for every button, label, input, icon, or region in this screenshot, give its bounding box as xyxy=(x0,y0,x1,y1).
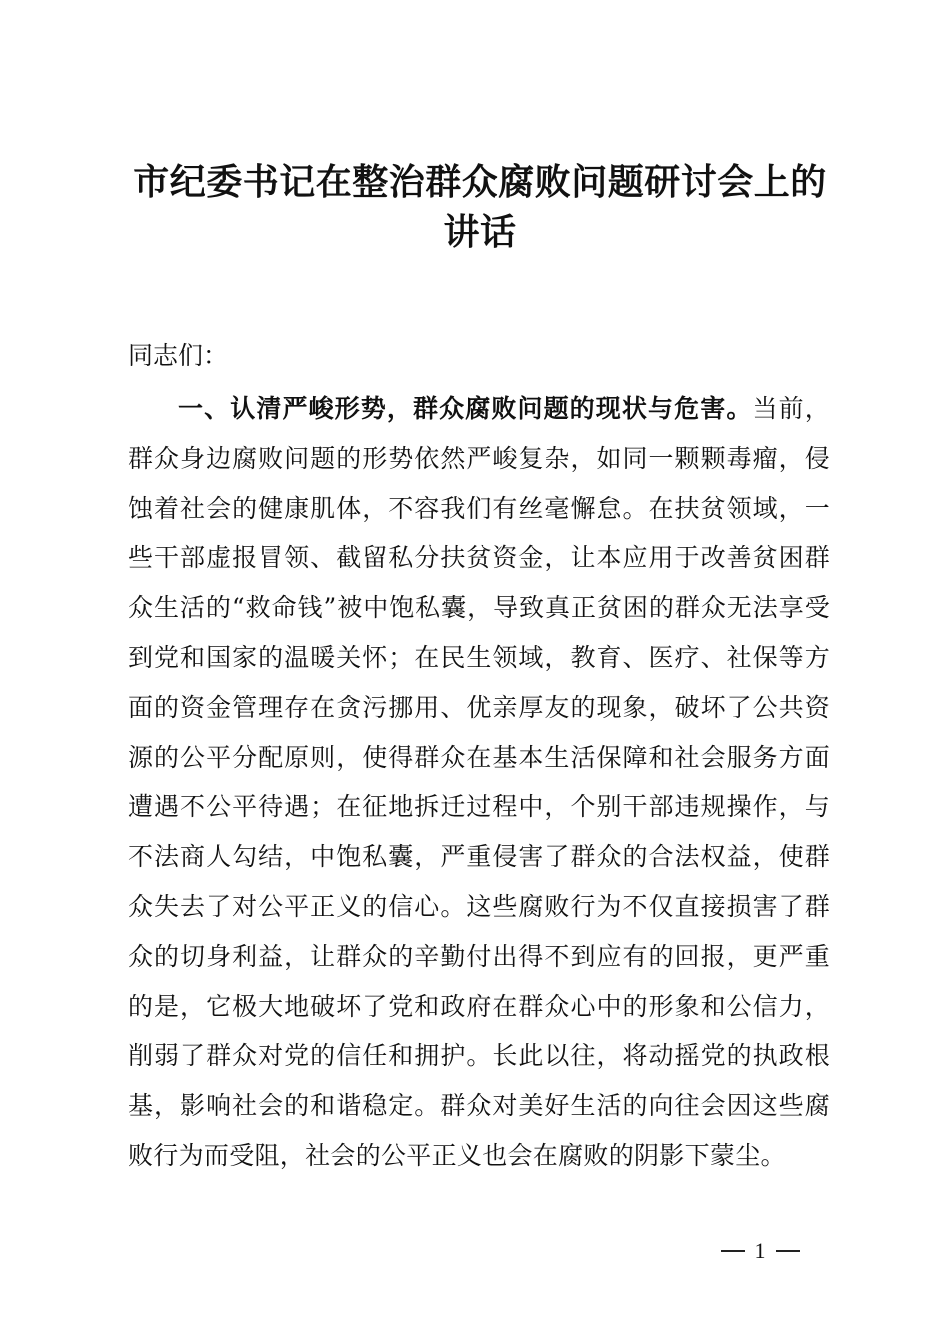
section-1-paragraph xyxy=(128,384,830,1181)
section-1-heading: 一、认清严峻形势，群众腐败问题的现状与危害。 xyxy=(178,394,753,423)
page-number: 1 xyxy=(754,1238,766,1263)
footer-dash-left xyxy=(721,1250,745,1252)
footer-dash-right xyxy=(776,1250,800,1252)
salutation: 同志们： xyxy=(128,341,229,370)
section-1-text: 当前，群众身边腐败问题的形势依然严峻复杂，如同一颗颗毒瘤，侵蚀着社会的健康肌体，不容我们有丝毫懈怠。在扶贫领域，一些干部虚报冒领、截留私分扶贫资金，让本应用于改善贫困群众生活的“救命钱”被中饱私囊，导致真正贫困的群众无法享受到党和国家的温暖关怀；在民生领域，教育、医疗、社保等方面的资金管理存在贪污挪用、优亲厚友的现象，破坏了公共资源的公平分配原则，使得群众在基本生活保障和社会服务方面遭遇不公平待遇；在征地拆迁过程中，个别干部违规操作，与不法商人勾结，中饱私囊，严重侵害了群众的合法权益，使群众失去了对公平正义的信心。这些腐败行为不仅直接损害了群众的切身利益，让群众的辛勤付出得不到应有的回报，更严重的是，它极大地破坏了党和政府在群众心中的形象和公信力，削弱了群众对党的信任和拥护。长此以往，将动摇党的执政根基，影响社会的和谐稳定。群众对美好生活的向往会因这些腐败行为而受阻，社会的公平正义也会在腐败的阴影下蒙尘。 xyxy=(128,394,830,1170)
document-title: 市纪委书记在整治群众腐败问题研讨会上的讲话 xyxy=(133,162,827,253)
page-footer xyxy=(700,1234,820,1268)
